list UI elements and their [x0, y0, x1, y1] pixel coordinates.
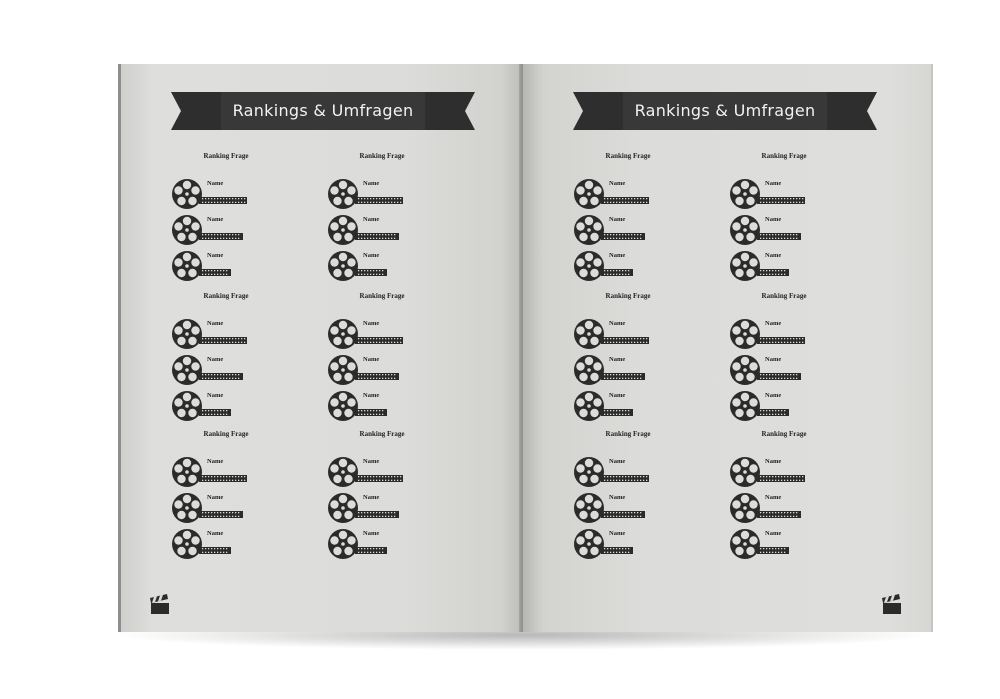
entry-name-label: Name — [609, 530, 626, 537]
entry-name-label: Name — [363, 392, 380, 399]
entry-name-label: Name — [609, 180, 626, 187]
film-strip-line — [199, 227, 243, 234]
entry-name-label: Name — [207, 392, 224, 399]
ranking-question-label: Ranking Frage — [203, 152, 249, 160]
ranking-entry[interactable] — [327, 250, 437, 284]
ranking-entry[interactable] — [729, 178, 839, 212]
film-strip-line — [199, 191, 247, 198]
right-page — [523, 64, 933, 632]
ranking-entry[interactable] — [171, 492, 281, 526]
ranking-entry[interactable] — [729, 214, 839, 248]
ranking-entry[interactable] — [573, 492, 683, 526]
ranking-question-label: Ranking Frage — [605, 292, 651, 300]
film-strip-line — [355, 191, 403, 198]
ranking-entry[interactable] — [729, 528, 839, 562]
ranking-entry[interactable] — [573, 528, 683, 562]
ranking-question-label: Ranking Frage — [761, 430, 807, 438]
ranking-entry[interactable] — [573, 178, 683, 212]
entry-name-label: Name — [609, 320, 626, 327]
entry-name-label: Name — [765, 530, 782, 537]
ranking-entry[interactable] — [573, 456, 683, 490]
film-strip-line — [355, 263, 387, 270]
ranking-entry[interactable] — [327, 492, 437, 526]
entry-name-label: Name — [609, 458, 626, 465]
entry-name-label: Name — [363, 216, 380, 223]
entry-name-label: Name — [609, 356, 626, 363]
ranking-block — [171, 152, 281, 292]
ranking-entry[interactable] — [729, 318, 839, 352]
film-strip-line — [757, 191, 805, 198]
ranking-question-label: Ranking Frage — [359, 430, 405, 438]
ranking-block — [171, 292, 281, 432]
entry-name-label: Name — [609, 494, 626, 501]
film-strip-line — [199, 367, 243, 374]
entry-name-label: Name — [207, 530, 224, 537]
entry-name-label: Name — [765, 392, 782, 399]
entry-name-label: Name — [363, 252, 380, 259]
film-strip-line — [757, 227, 801, 234]
ranking-block — [729, 430, 839, 570]
ranking-block — [327, 292, 437, 432]
entry-name-label: Name — [765, 494, 782, 501]
film-strip-line — [601, 469, 649, 476]
film-strip-line — [355, 331, 403, 338]
film-strip-line — [757, 541, 789, 548]
entry-name-label: Name — [765, 356, 782, 363]
film-strip-line — [601, 367, 645, 374]
entry-name-label: Name — [207, 180, 224, 187]
ranking-entry[interactable] — [327, 214, 437, 248]
ranking-entry[interactable] — [171, 528, 281, 562]
film-strip-line — [199, 331, 247, 338]
ranking-block — [729, 152, 839, 292]
ranking-entry[interactable] — [171, 214, 281, 248]
left-page — [118, 64, 525, 632]
clapperboard-icon — [881, 594, 903, 616]
ranking-entry[interactable] — [171, 354, 281, 388]
entry-name-label: Name — [609, 252, 626, 259]
film-strip-line — [199, 505, 243, 512]
ranking-block — [171, 430, 281, 570]
entry-name-label: Name — [207, 320, 224, 327]
entry-name-label: Name — [363, 180, 380, 187]
film-strip-line — [601, 541, 633, 548]
film-strip-line — [199, 403, 231, 410]
ranking-question-label: Ranking Frage — [605, 430, 651, 438]
clapperboard-icon — [149, 594, 171, 616]
ranking-entry[interactable] — [171, 250, 281, 284]
ranking-entry[interactable] — [327, 318, 437, 352]
film-strip-line — [601, 403, 633, 410]
ranking-entry[interactable] — [729, 492, 839, 526]
entry-name-label: Name — [363, 356, 380, 363]
ranking-entry[interactable] — [171, 390, 281, 424]
ranking-block — [573, 292, 683, 432]
ranking-entry[interactable] — [573, 250, 683, 284]
entry-name-label: Name — [609, 216, 626, 223]
film-strip-line — [355, 505, 399, 512]
film-strip-line — [355, 227, 399, 234]
entry-name-label: Name — [765, 458, 782, 465]
ranking-question-label: Ranking Frage — [359, 152, 405, 160]
entry-name-label: Name — [363, 320, 380, 327]
ranking-entry[interactable] — [171, 178, 281, 212]
ranking-block — [729, 292, 839, 432]
entry-name-label: Name — [363, 458, 380, 465]
film-strip-line — [199, 469, 247, 476]
page-title: Rankings & Umfragen — [232, 101, 414, 120]
ranking-entry[interactable] — [573, 390, 683, 424]
ranking-question-label: Ranking Frage — [203, 430, 249, 438]
ranking-question-label: Ranking Frage — [203, 292, 249, 300]
film-strip-line — [199, 263, 231, 270]
entry-name-label: Name — [363, 494, 380, 501]
ranking-entry[interactable] — [327, 390, 437, 424]
film-strip-line — [757, 403, 789, 410]
entry-name-label: Name — [765, 180, 782, 187]
ranking-entry[interactable] — [729, 354, 839, 388]
title-banner — [171, 92, 475, 130]
ranking-entry[interactable] — [729, 390, 839, 424]
ranking-question-label: Ranking Frage — [605, 152, 651, 160]
film-strip-line — [757, 367, 801, 374]
film-strip-line — [601, 331, 649, 338]
entry-name-label: Name — [207, 458, 224, 465]
ranking-block — [327, 430, 437, 570]
film-strip-line — [355, 469, 403, 476]
entry-name-label: Name — [207, 252, 224, 259]
ranking-entry[interactable] — [327, 528, 437, 562]
film-strip-line — [601, 263, 633, 270]
entry-name-label: Name — [207, 216, 224, 223]
film-strip-line — [601, 505, 645, 512]
ranking-entry[interactable] — [729, 250, 839, 284]
entry-name-label: Name — [363, 530, 380, 537]
ranking-entry[interactable] — [573, 354, 683, 388]
ranking-block — [573, 152, 683, 292]
film-strip-line — [757, 263, 789, 270]
film-strip-line — [199, 541, 231, 548]
ranking-entry[interactable] — [573, 318, 683, 352]
film-strip-line — [601, 227, 645, 234]
entry-name-label: Name — [765, 320, 782, 327]
ranking-question-label: Ranking Frage — [761, 152, 807, 160]
film-strip-line — [355, 367, 399, 374]
entry-name-label: Name — [609, 392, 626, 399]
ranking-entry[interactable] — [327, 354, 437, 388]
film-strip-line — [757, 505, 801, 512]
ranking-block — [573, 430, 683, 570]
ranking-entry[interactable] — [327, 456, 437, 490]
entry-name-label: Name — [207, 494, 224, 501]
page-title: Rankings & Umfragen — [634, 101, 816, 120]
film-strip-line — [355, 541, 387, 548]
ranking-entry[interactable] — [171, 318, 281, 352]
film-strip-line — [757, 469, 805, 476]
ranking-entry[interactable] — [171, 456, 281, 490]
film-strip-line — [757, 331, 805, 338]
ranking-entry[interactable] — [573, 214, 683, 248]
ranking-question-label: Ranking Frage — [359, 292, 405, 300]
ranking-block — [327, 152, 437, 292]
entry-name-label: Name — [765, 216, 782, 223]
ranking-entry[interactable] — [729, 456, 839, 490]
film-strip-line — [601, 191, 649, 198]
ranking-question-label: Ranking Frage — [761, 292, 807, 300]
ranking-entry[interactable] — [327, 178, 437, 212]
film-strip-line — [355, 403, 387, 410]
title-banner — [573, 92, 877, 130]
entry-name-label: Name — [207, 356, 224, 363]
entry-name-label: Name — [765, 252, 782, 259]
